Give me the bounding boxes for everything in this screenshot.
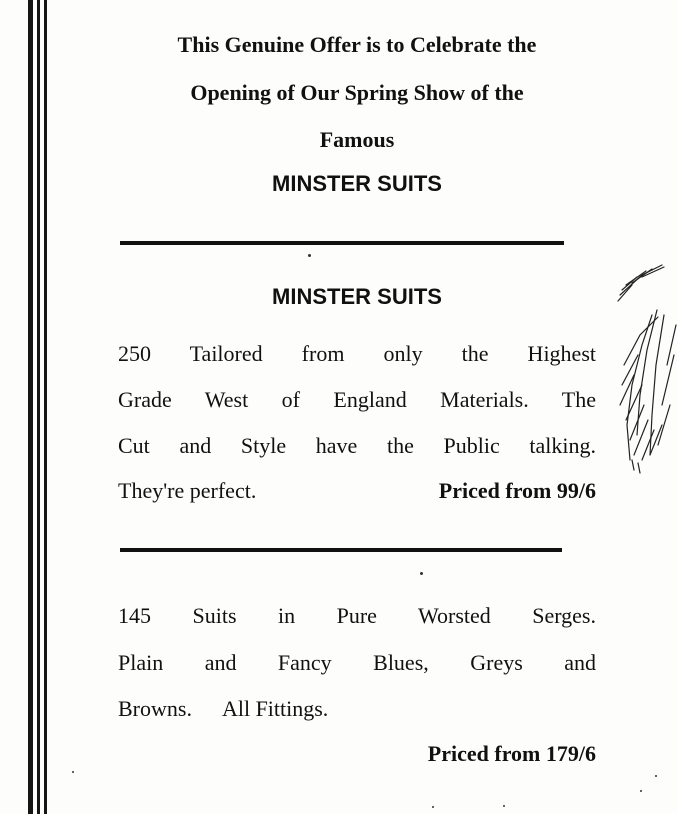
print-speck — [432, 806, 434, 808]
section2-line-2: Plain and Fancy Blues, Greys and — [118, 650, 596, 675]
section2-line-3 — [118, 696, 596, 722]
border-rule-outer — [28, 0, 33, 814]
headline-brand: MINSTER SUITS — [272, 171, 442, 196]
border-rule-middle — [37, 0, 40, 814]
feather-sketch-illustration — [612, 255, 677, 475]
section1-line-4-text: They're perfect. — [118, 478, 257, 503]
section2-line-3b: All Fittings. — [221, 696, 329, 721]
section2-line-1: 145 Suits in Pure Worsted Serges. — [118, 603, 596, 628]
print-speck — [640, 790, 642, 792]
print-speck — [308, 254, 311, 257]
print-speck — [72, 771, 74, 773]
divider-rule-2 — [120, 548, 562, 552]
section1-line-4 — [118, 478, 596, 504]
headline-line-1: This Genuine Offer is to Celebrate the — [177, 32, 537, 57]
headline-line-3: Famous — [319, 127, 395, 152]
section-title: MINSTER SUITS — [272, 284, 442, 309]
print-speck — [503, 805, 505, 807]
section2-line-3a: Browns. — [118, 696, 192, 721]
divider-rule-1 — [120, 241, 564, 245]
section1-line-1: 250 Tailored from only the Highest — [118, 341, 596, 366]
print-speck — [655, 775, 657, 777]
border-rule-inner — [44, 0, 47, 814]
section1-line-3: Cut and Style have the Public talking. — [118, 433, 596, 458]
section1-price: Priced from 99/6 — [438, 478, 596, 503]
headline-line-2: Opening of Our Spring Show of the — [190, 80, 524, 105]
section1-line-2: Grade West of England Materials. The — [118, 387, 596, 412]
section2-price: Priced from 179/6 — [427, 741, 596, 766]
print-speck — [420, 572, 423, 575]
